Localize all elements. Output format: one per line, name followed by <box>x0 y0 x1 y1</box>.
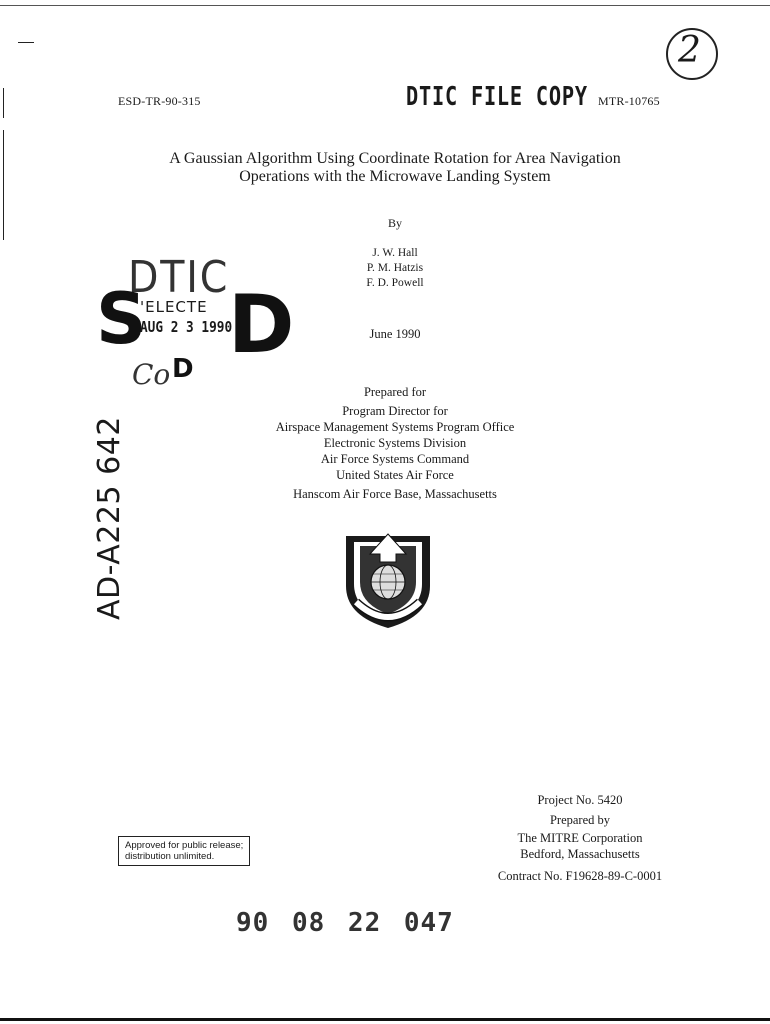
stamp-letter-d-small: D <box>172 354 194 384</box>
stamp-dtic-text: DTIC <box>128 252 230 303</box>
stamp-date-text: AUG 2 3 1990 <box>140 318 233 336</box>
esd-emblem-icon <box>338 528 438 632</box>
handwritten-circled-number <box>664 26 720 82</box>
prepared-for-line-5: United States Air Force <box>336 468 454 482</box>
project-info-block <box>470 790 690 886</box>
scan-artifact-top <box>0 5 770 6</box>
prepared-for-block <box>230 384 560 502</box>
organization-name: The MITRE Corporation <box>517 831 643 845</box>
release-line-1: Approved for public release; <box>125 840 244 851</box>
mtr-number: MTR-10765 <box>598 94 660 108</box>
author-list <box>320 246 470 291</box>
prepared-for-line-1: Program Director for <box>342 404 448 418</box>
publication-date: June 1990 <box>369 327 421 341</box>
title-line-1: A Gaussian Algorithm Using Coordinate Rotation for Area Navigation <box>169 150 621 167</box>
title-line-2: Operations with the Microwave Landing System <box>239 168 551 185</box>
stamp-letter-d: D <box>228 278 295 371</box>
contract-number: Contract No. F19628-89-C-0001 <box>497 869 663 883</box>
accession-number: AD-A225 642 <box>92 416 127 620</box>
prepared-for-label: Prepared for <box>363 385 427 399</box>
byline: By <box>387 216 402 230</box>
report-number: ESD-TR-90-315 <box>118 94 201 108</box>
organization-location: Bedford, Massachusetts <box>520 847 640 861</box>
prepared-for-line-3: Electronic Systems Division <box>323 436 467 450</box>
handwritten-number: 2 <box>678 30 701 71</box>
release-notice <box>118 836 250 866</box>
prepared-for-line-6: Hanscom Air Force Base, Massachusetts <box>293 487 497 501</box>
prepared-for-line-4: Air Force Systems Command <box>320 452 470 466</box>
scan-artifact-left-2 <box>3 130 4 240</box>
document-title <box>100 150 690 186</box>
stamp-elected-text: 'ELECTE <box>140 298 208 316</box>
prepared-by-label: Prepared by <box>549 813 611 827</box>
author-1: J. W. Hall <box>372 247 418 259</box>
author-2: P. M. Hatzis <box>366 262 424 274</box>
shield-emblem-icon <box>338 528 438 632</box>
stamp-letter-s: S <box>96 278 147 360</box>
scan-artifact-left-1 <box>3 88 4 118</box>
scan-artifact-dash <box>18 42 34 43</box>
project-number: Project No. 5420 <box>537 793 623 807</box>
author-3: F. D. Powell <box>366 277 424 289</box>
handwritten-initials: Co <box>132 358 171 391</box>
dtic-file-copy-stamp: DTIC FILE COPY <box>406 82 588 112</box>
document-control-number: 90 08 22 047 <box>236 908 454 938</box>
prepared-for-line-2: Airspace Management Systems Program Office <box>275 420 515 434</box>
scan-artifact-bottom <box>0 1018 770 1021</box>
release-line-2: distribution unlimited. <box>125 851 215 862</box>
